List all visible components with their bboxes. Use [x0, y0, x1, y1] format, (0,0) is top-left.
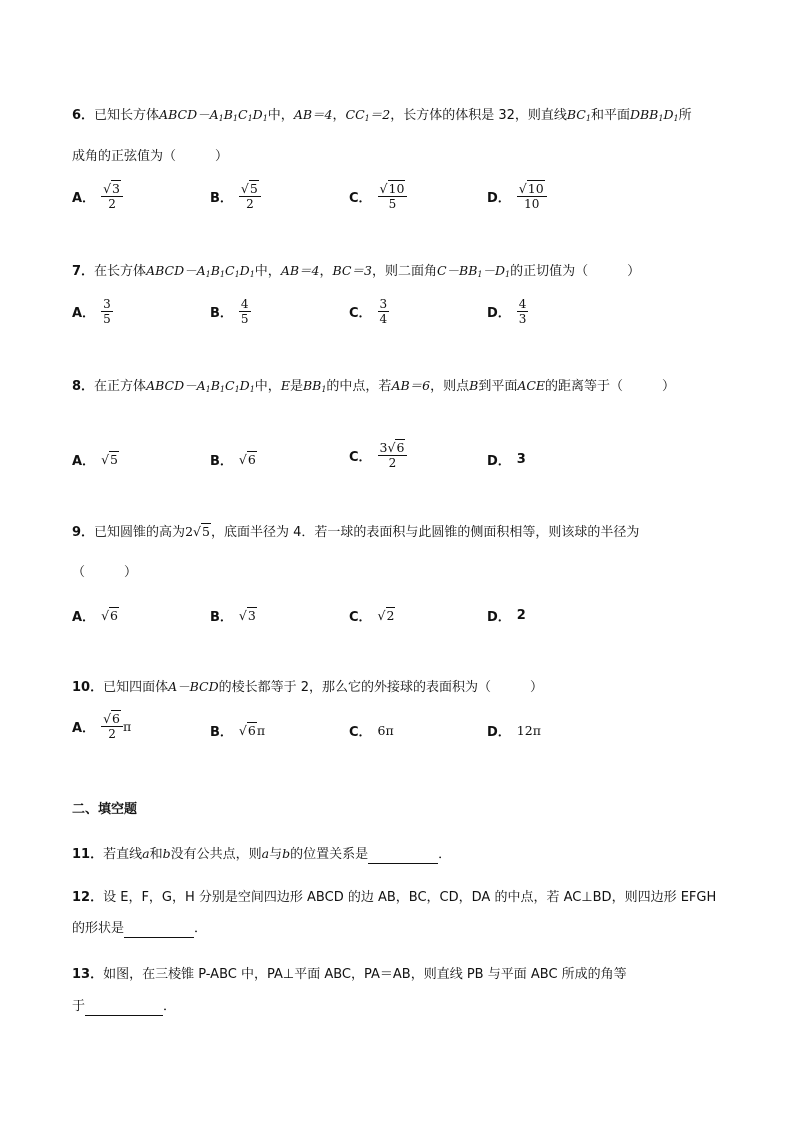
q8-option-b[interactable]: B． √6 — [210, 452, 256, 469]
q13-line1: 13．如图，在三棱锥 P-ABC 中，PA⊥平面 ABC，PA＝AB，则直线 PB 与平面 ABC 所成的角等 — [72, 967, 627, 982]
q10-option-b[interactable]: B． √6 π — [210, 723, 266, 740]
q7-option-d[interactable]: D． $\frac{4}{3}$ — [487, 297, 527, 326]
q13-line2: 于 ． — [72, 999, 177, 1014]
q8-option-d[interactable]: D． 3 — [487, 452, 526, 469]
q11-answer-blank[interactable] — [368, 849, 438, 864]
q12-answer-blank[interactable] — [124, 923, 194, 938]
q6-line2: 成角的正弦值为（ ） — [72, 149, 229, 164]
q10-option-d[interactable]: D． 12π — [487, 723, 541, 740]
q11-line1: 11．若直线a和b没有公共点，则a与b的位置关系是 ． — [72, 846, 452, 862]
section-heading-fill-in: 二、填空题 — [72, 802, 138, 817]
q9-option-c[interactable]: C． √2 — [349, 608, 395, 625]
q7-option-a[interactable]: A． $\frac{3}{5}$ — [72, 297, 111, 326]
q12-line2: 的形状是 ． — [72, 921, 208, 936]
q9-option-a[interactable]: A． √6 — [72, 608, 118, 625]
q10-option-a[interactable]: A． $\frac{√6}{2}$ π — [72, 711, 132, 741]
q6-option-c[interactable]: C． $\frac{√10}{5}$ — [349, 182, 407, 211]
q13-answer-blank[interactable] — [85, 1001, 163, 1016]
q9-line1: 9．已知圆锥的高为2√5，底面半径为 4．若一球的表面积与此圆锥的侧面积相等，则该球的半径为 — [72, 524, 640, 540]
q6-number: 6． — [72, 108, 95, 123]
q8-option-c[interactable]: C． $\frac{3√6}{2}$ — [349, 441, 407, 470]
q9-option-b[interactable]: B． √3 — [210, 608, 256, 625]
q6-option-a[interactable]: A． $\frac{√3}{2}$ — [72, 182, 123, 211]
q6-option-d[interactable]: D． $\frac{√10}{10}$ — [487, 182, 547, 211]
q10-line1: 10．已知四面体A－BCD的棱长都等于 2，那么它的外接球的表面积为（ ） — [72, 679, 544, 695]
q7-line1: 7．在长方体$ABCD-A_1B_1C_1D_1$中，AB＝4，BC＝3，则二面角$C-BB_1-D_1$的正切值为（ ） — [72, 263, 641, 279]
q6-option-b[interactable]: B． $\frac{√5}{2}$ — [210, 182, 261, 211]
q6-line1: 6．已知长方体$ABCD-A_1B_1C_1D_1$中，AB＝4，$CC_1=2$，长方体的体积是 32，则直线$BC_1$和平面$DBB_1D_1$所 — [72, 107, 692, 123]
q9-line2: （ ） — [72, 565, 138, 580]
q9-option-d[interactable]: D． 2 — [487, 608, 526, 625]
q12-line1: 12．设 E，F，G，H 分别是空间四边形 ABCD 的边 AB，BC，CD，DA 的中点，若 AC⊥BD，则四边形 EFGH — [72, 890, 717, 905]
q10-option-c[interactable]: C． 6π — [349, 723, 394, 740]
q6-solid: $ABCD-A_1B_1C_1D_1$ — [159, 107, 268, 123]
q8-option-a[interactable]: A． √5 — [72, 452, 118, 469]
q7-option-b[interactable]: B． $\frac{4}{5}$ — [210, 297, 249, 326]
q7-option-c[interactable]: C． $\frac{3}{4}$ — [349, 297, 388, 326]
q8-line1: 8．在正方体$ABCD-A_1B_1C_1D_1$中，E是$BB_1$的中点，若AB＝6，则点B到平面ACE的距离等于（ ） — [72, 378, 676, 394]
